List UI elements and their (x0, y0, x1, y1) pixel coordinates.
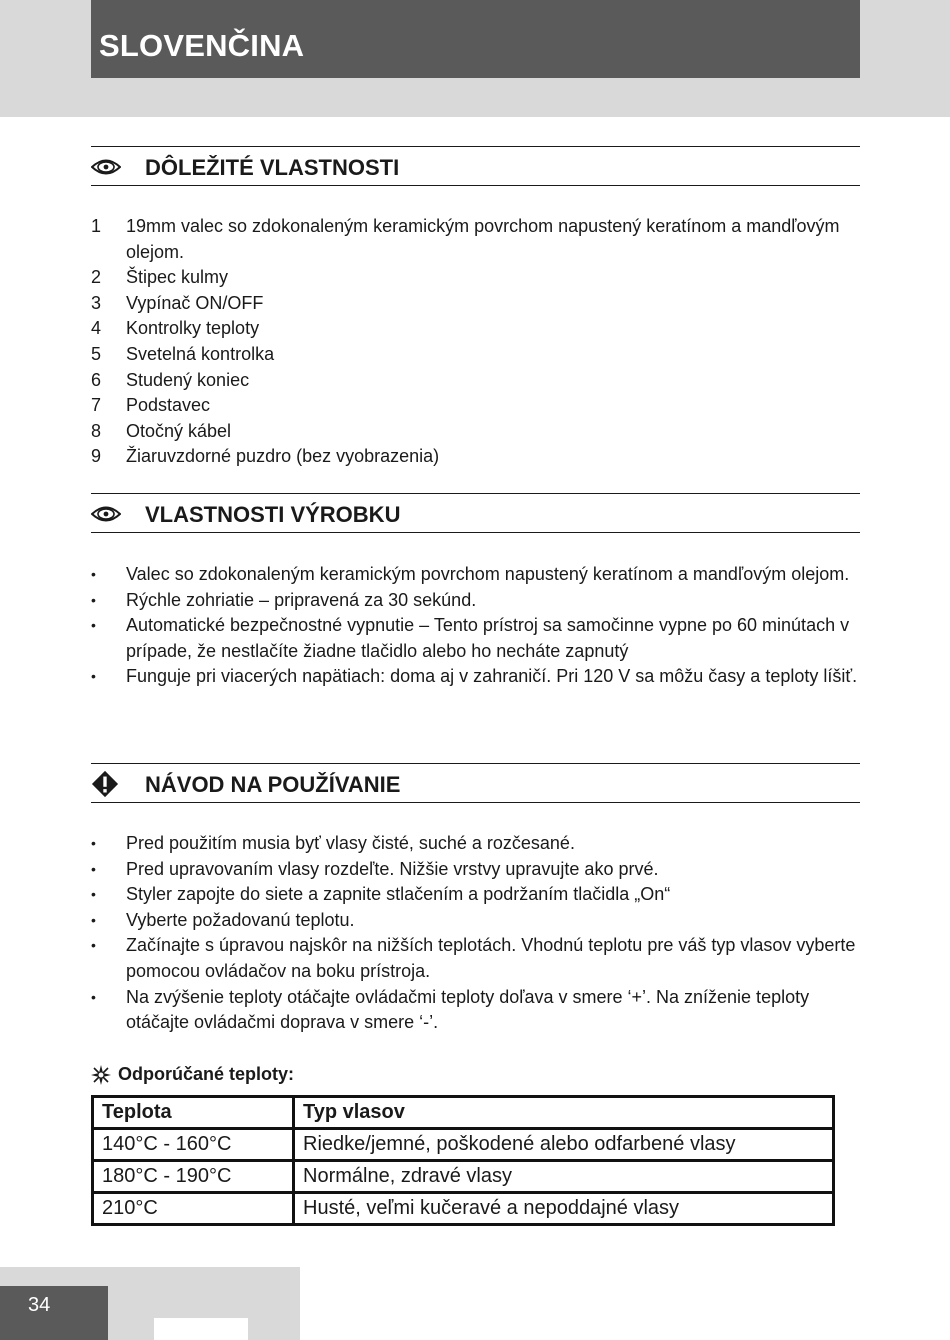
item-number: 2 (91, 267, 102, 288)
recommended-title: Odporúčané teploty: (118, 1064, 295, 1084)
list-item-text: 19mm valec so zdokonaleným keramickým povrchom napustený keratínom a mandľovým olejom. (126, 216, 840, 262)
list-item-text: Pred upravovaním vlasy rozdeľte. Nižšie vrstvy upravujte ako prvé. (126, 858, 659, 879)
list-item-text: Automatické bezpečnostné vypnutie – Tento prístroj sa samočinne vypne po 60 minútach v prípade, že nestlačíte žiadne tlačidlo alebo ho necháte zapnutý (126, 615, 850, 661)
bullet-marker: • (91, 860, 96, 877)
section-title-features: DÔLEŽITÉ VLASTNOSTI (145, 155, 400, 180)
item-number: 6 (91, 369, 102, 390)
list-item (91, 613, 860, 664)
list-item-text: Vypínač ON/OFF (126, 292, 264, 313)
list-item-text: Na zvýšenie teploty otáčajte ovládačmi teploty doľava v smere ‘+’. Na zníženie teploty otáčajte ovládačmi doprava v smere ‘-’. (126, 986, 810, 1033)
list-item-text: Vyberte požadovanú teplotu. (126, 909, 355, 930)
bullet-marker: • (91, 566, 96, 582)
list-item-text: Kontrolky teploty (126, 318, 260, 339)
list-item-text: Styler zapojte do siete a zapnite stlačením a podržaním tlačidla „On“ (126, 884, 671, 905)
list-item (91, 342, 860, 368)
list-item (91, 444, 860, 470)
eye-icon (91, 158, 121, 176)
list-item (91, 368, 860, 394)
list-item (91, 265, 860, 291)
list-item-text: Podstavec (126, 395, 211, 416)
usage-list (91, 831, 860, 1036)
item-number: 9 (91, 446, 102, 467)
bullet-marker: • (91, 988, 96, 1005)
item-number: 5 (91, 343, 102, 364)
list-item (91, 419, 860, 445)
bullet-marker: • (91, 911, 96, 928)
temperature-table (91, 1095, 835, 1226)
list-item (91, 933, 860, 984)
table-row (93, 1129, 834, 1161)
table-cell-hair-type: Riedke/jemné, poškodené alebo odfarbené vlasy (294, 1129, 834, 1161)
bullet-marker: • (91, 937, 96, 954)
section-title-product: VLASTNOSTI VÝROBKU (145, 502, 401, 527)
list-item (91, 908, 860, 934)
item-number: 7 (91, 395, 102, 416)
list-item-text: Štipec kulmy (126, 267, 229, 288)
page-number-box (0, 1286, 108, 1340)
list-item-text: Funguje pri viacerých napätiach: doma aj v zahraničí. Pri 120 V sa môžu časy a teploty líšiť. (126, 666, 858, 687)
section-header-features (91, 146, 860, 186)
item-number: 3 (91, 292, 102, 313)
section-title-usage: NÁVOD NA POUŽÍVANIE (145, 772, 401, 797)
item-number: 4 (91, 318, 102, 339)
column-header-temperature: Teplota (93, 1097, 294, 1129)
list-item-text: Rýchle zohriatie – pripravená za 30 sekúnd. (126, 589, 477, 610)
list-item-text: Otočný kábel (126, 420, 232, 441)
list-item-text: Svetelná kontrolka (126, 343, 275, 364)
list-item-text: Studený koniec (126, 369, 250, 390)
list-item (91, 291, 860, 317)
item-number: 8 (91, 420, 102, 441)
list-item (91, 882, 860, 908)
product-list (91, 562, 860, 690)
sparkle-icon (91, 1065, 111, 1085)
list-item-text: Žiaruvzdorné puzdro (bez vyobrazenia) (126, 446, 440, 467)
footer-gap (154, 1318, 248, 1340)
bullet-marker: • (91, 668, 96, 685)
list-item (91, 214, 860, 265)
language-header (91, 0, 860, 78)
table-cell-temperature: 210°C (93, 1193, 294, 1225)
table-cell-hair-type: Normálne, zdravé vlasy (294, 1161, 834, 1193)
column-header-hair-type: Typ vlasov (294, 1097, 834, 1129)
language-title: SLOVENČINA (99, 28, 305, 63)
list-item (91, 664, 860, 690)
list-item-text: Valec so zdokonaleným keramickým povrchom napustený keratínom a mandľovým olejom. (126, 564, 850, 584)
table-row (93, 1193, 834, 1225)
table-cell-hair-type: Husté, veľmi kučeravé a nepoddajné vlasy (294, 1193, 834, 1225)
list-item (91, 985, 860, 1036)
table-cell-temperature: 140°C - 160°C (93, 1129, 294, 1161)
list-item-text: Začínajte s úpravou najskôr na nižších teplotách. Vhodnú teplotu pre váš typ vlasov vyberte pomocou ovládačov na boku prístroja. (126, 935, 856, 981)
list-item (91, 393, 860, 419)
table-header-row (93, 1097, 834, 1129)
list-item (91, 857, 860, 883)
section-header-usage (91, 763, 860, 803)
bullet-marker: • (91, 591, 96, 608)
table-cell-temperature: 180°C - 190°C (93, 1161, 294, 1193)
features-list (91, 214, 860, 470)
list-item (91, 831, 860, 857)
page-number: 34 (28, 1294, 51, 1316)
table-row (93, 1161, 834, 1193)
bullet-marker: • (91, 835, 96, 851)
warning-icon (91, 770, 119, 798)
list-item (91, 562, 860, 588)
eye-icon (91, 505, 121, 523)
bullet-marker: • (91, 886, 96, 903)
list-item-text: Pred použitím musia byť vlasy čisté, suché a rozčesané. (126, 833, 575, 853)
section-header-product (91, 493, 860, 533)
list-item (91, 588, 860, 614)
list-item (91, 316, 860, 342)
item-number: 1 (91, 216, 102, 236)
bullet-marker: • (91, 617, 96, 634)
